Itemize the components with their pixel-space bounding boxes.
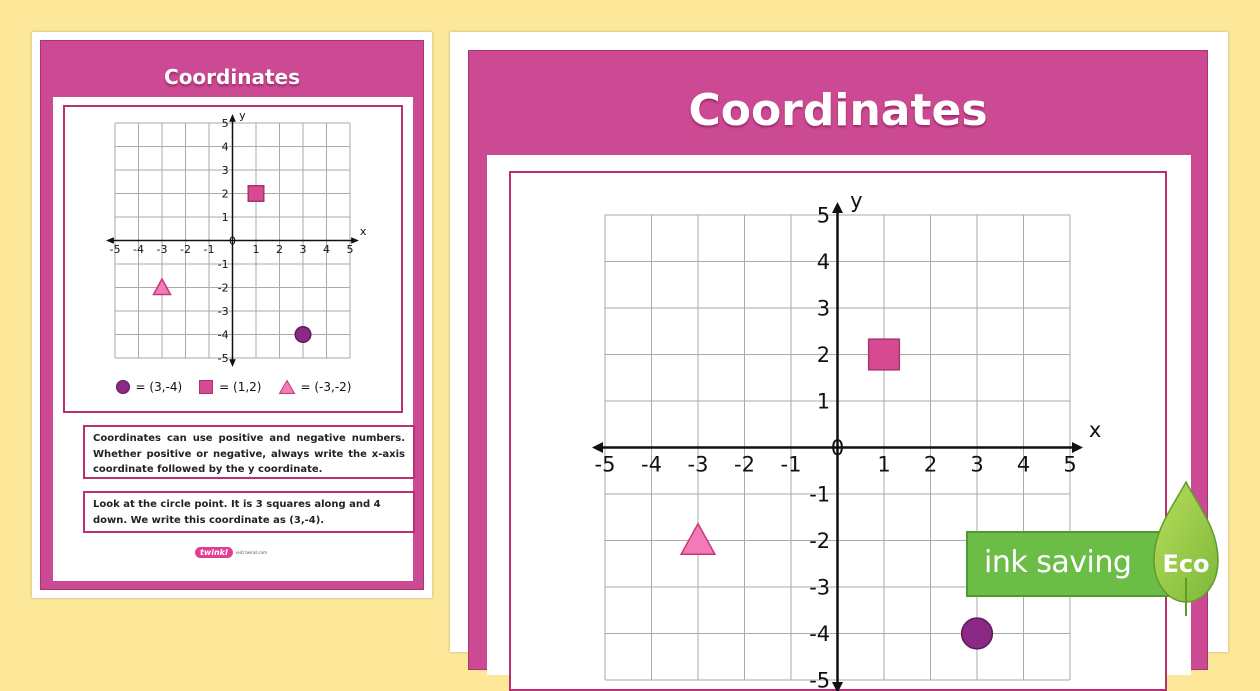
x-tick-label: 2 (923, 452, 938, 477)
y-tick-label: -3 (809, 575, 831, 600)
small-poster-sheet (32, 32, 432, 598)
y-axis-label: y (850, 188, 863, 213)
x-tick-label: 1 (877, 452, 891, 477)
x-axis-arrow-right (1072, 442, 1083, 453)
x-tick-label: -5 (109, 243, 121, 257)
origin-label: 0 (830, 435, 845, 460)
origin-label: 0 (229, 234, 236, 248)
x-tick-label: -1 (780, 452, 802, 477)
square-point (248, 186, 264, 202)
y-tick-label: -1 (217, 257, 229, 271)
legend-item-square (198, 379, 261, 395)
circle-point (962, 618, 993, 649)
y-tick-label: 1 (221, 210, 229, 224)
twinkl-logo-text: twinkl (195, 547, 233, 558)
x-axis-label: x (1088, 418, 1102, 442)
square-point-icon (198, 379, 214, 395)
legend-label-triangle: = (-3,-2) (300, 380, 352, 394)
eco-leaf-icon (1150, 478, 1222, 618)
small-poster-content (53, 97, 413, 581)
x-tick-label: -3 (156, 243, 168, 257)
y-tick-label: -5 (809, 668, 831, 691)
x-tick-label: 4 (1016, 452, 1031, 477)
twinkl-logo (195, 547, 267, 558)
y-tick-label: -4 (217, 328, 229, 342)
example-box: Look at the circle point. It is 3 squares along and 4 down. We write this coordinate as (3,-4). (83, 491, 415, 533)
small-graph-box (63, 105, 403, 413)
legend-label-circle: = (3,-4) (135, 380, 183, 394)
y-tick-label: -4 (809, 621, 831, 646)
x-tick-label: -5 (594, 452, 616, 477)
x-tick-label: -1 (203, 243, 215, 257)
small-legend (65, 379, 401, 395)
x-axis-arrow-left (592, 442, 603, 453)
y-tick-label: 2 (221, 187, 229, 201)
ink-saving-label: ink saving (984, 545, 1132, 580)
y-axis-arrow-up (832, 202, 843, 213)
y-axis-arrow-down (832, 682, 843, 691)
eco-badge-text: Eco (1162, 550, 1210, 578)
small-poster-panel (40, 40, 424, 590)
circle-point-icon (115, 379, 131, 395)
y-axis-label: y (239, 109, 246, 123)
x-tick-label: 3 (970, 452, 984, 477)
legend-item-triangle (278, 379, 352, 395)
triangle-point-icon (278, 379, 296, 395)
x-tick-label: 5 (1063, 452, 1077, 477)
x-tick-label: -4 (133, 243, 144, 257)
large-poster-title: Coordinates (688, 85, 988, 136)
y-tick-label: -2 (217, 281, 229, 295)
legend-label-square: = (1,2) (219, 380, 262, 394)
y-tick-label: 3 (816, 296, 831, 321)
x-tick-label: -3 (687, 452, 709, 477)
small-coordinate-grid (65, 107, 401, 377)
y-tick-label: 3 (221, 163, 229, 177)
y-tick-label: 2 (816, 342, 831, 367)
x-tick-label: 3 (299, 243, 307, 257)
x-tick-label: -2 (734, 452, 755, 477)
y-tick-label: 4 (221, 140, 229, 154)
triangle-point (153, 279, 170, 295)
y-axis-arrow-up (229, 114, 236, 122)
x-tick-label: 5 (346, 243, 354, 257)
square-point (869, 339, 900, 370)
x-tick-label: 1 (252, 243, 260, 257)
y-tick-label: 5 (221, 116, 229, 130)
x-tick-label: 4 (323, 243, 330, 257)
triangle-point (681, 524, 715, 555)
large-poster-content (487, 155, 1191, 691)
x-axis-label: x (359, 225, 367, 238)
y-tick-label: 1 (816, 389, 831, 414)
y-tick-label: -3 (217, 304, 229, 318)
y-tick-label: -5 (217, 351, 229, 365)
x-tick-label: -4 (641, 452, 662, 477)
circle-point (295, 327, 311, 343)
small-poster-title: Coordinates (164, 65, 300, 89)
twinkl-logo-url: visit twinkl.com (235, 550, 267, 555)
y-tick-label: -1 (809, 482, 831, 507)
y-tick-label: 4 (816, 249, 831, 274)
y-tick-label: -2 (809, 528, 831, 553)
y-tick-label: 5 (816, 203, 831, 228)
large-graph-box (509, 171, 1167, 691)
y-axis-arrow-down (229, 359, 236, 367)
legend-item-circle (115, 379, 183, 395)
x-tick-label: 2 (276, 243, 283, 257)
explanation-box: Coordinates can use positive and negative numbers. Whether positive or negative, always write the x-axis coordinate followed by the y coordinate. (83, 425, 415, 479)
x-tick-label: -2 (180, 243, 191, 257)
